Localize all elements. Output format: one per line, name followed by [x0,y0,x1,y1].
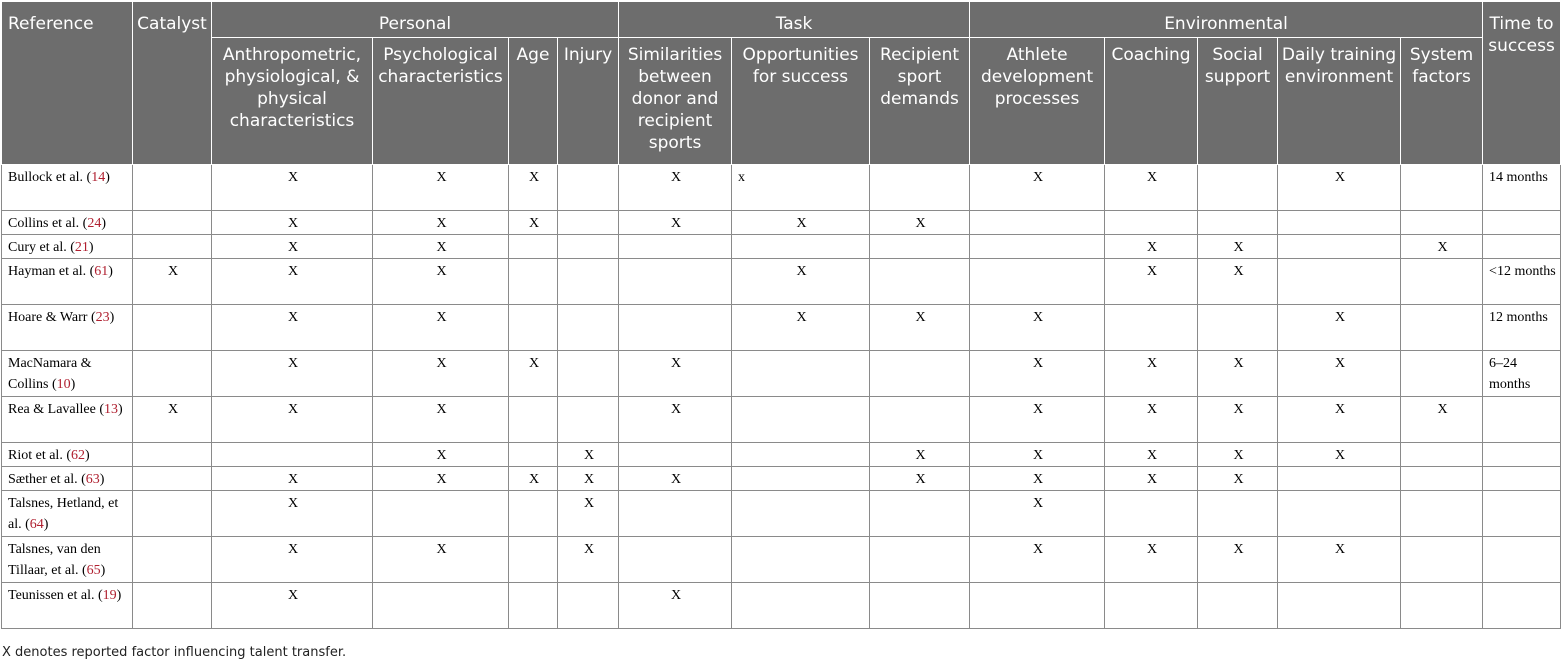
system-factors-cell [1401,491,1483,537]
athlete-development-cell [970,235,1105,259]
catalyst-cell: X [133,397,212,443]
table-header [2,2,1561,165]
system-factors-cell [1401,211,1483,235]
reference-cell [2,583,133,629]
similarities-cell [619,443,732,467]
reference-text: Talsnes, van den Tillaar, et al. ( [8,542,101,578]
injury-cell [558,351,619,397]
coaching-cell [1105,583,1198,629]
coaching-cell: X [1105,235,1198,259]
reference-text: Teunissen et al. ( [8,588,103,603]
social-support-cell [1198,583,1278,629]
time-to-success-cell [1483,491,1561,537]
header-group-environmental: Environmental [970,2,1483,38]
anthropometric-cell: X [212,397,373,443]
header-coaching: Coaching [1105,38,1198,165]
recipient-demands-cell [870,397,970,443]
reference-link[interactable]: 64 [29,517,44,532]
reference-text: Cury et al. ( [8,240,75,255]
daily-training-cell: X [1278,305,1401,351]
reference-close: ) [105,170,110,185]
header-reference: Reference [2,2,133,165]
reference-link[interactable]: 24 [87,216,102,231]
table-row [2,443,1561,467]
table-row [2,397,1561,443]
social-support-cell [1198,305,1278,351]
social-support-cell: X [1198,259,1278,305]
athlete-development-cell [970,583,1105,629]
header-group-task: Task [619,2,970,38]
psychological-cell: X [373,537,509,583]
reference-link[interactable]: 10 [56,377,71,392]
system-factors-cell [1401,537,1483,583]
reference-link[interactable]: 23 [95,310,110,325]
system-factors-cell: X [1401,397,1483,443]
coaching-cell: X [1105,259,1198,305]
anthropometric-cell: X [212,259,373,305]
reference-cell [2,491,133,537]
age-cell [509,491,558,537]
recipient-demands-cell: X [870,305,970,351]
reference-close: ) [108,264,113,279]
daily-training-cell: X [1278,443,1401,467]
opportunities-cell [732,583,870,629]
psychological-cell [373,491,509,537]
injury-cell: X [558,537,619,583]
table-footnote: X denotes reported factor influencing talent transfer. [2,645,347,660]
coaching-cell [1105,211,1198,235]
athlete-development-cell: X [970,467,1105,491]
header-age: Age [509,38,558,165]
reference-link[interactable]: 13 [104,402,119,417]
recipient-demands-cell [870,537,970,583]
daily-training-cell [1278,491,1401,537]
similarities-cell [619,305,732,351]
injury-cell [558,583,619,629]
time-to-success-cell [1483,537,1561,583]
psychological-cell: X [373,165,509,211]
reference-cell [2,259,133,305]
catalyst-cell [133,443,212,467]
recipient-demands-cell: X [870,467,970,491]
recipient-demands-cell [870,165,970,211]
header-catalyst: Catalyst [133,2,212,165]
opportunities-cell [732,397,870,443]
daily-training-cell [1278,259,1401,305]
reference-text: MacNamara & Collins ( [8,356,92,392]
header-opportunities: Opportunities for success [732,38,870,165]
opportunities-cell [732,235,870,259]
table-row [2,211,1561,235]
time-to-success-cell [1483,583,1561,629]
table-row [2,259,1561,305]
reference-cell [2,443,133,467]
reference-close: ) [70,377,76,392]
factors-table [1,1,1561,629]
reference-link[interactable]: 63 [85,472,100,487]
time-to-success-cell [1483,467,1561,491]
anthropometric-cell: X [212,235,373,259]
injury-cell [558,397,619,443]
psychological-cell: X [373,467,509,491]
system-factors-cell [1401,259,1483,305]
time-to-success-cell: 6–24 months [1483,351,1561,397]
recipient-demands-cell [870,491,970,537]
anthropometric-cell [212,443,373,467]
similarities-cell: X [619,583,732,629]
time-to-success-cell: 12 months [1483,305,1561,351]
time-to-success-cell [1483,211,1561,235]
coaching-cell: X [1105,351,1198,397]
reference-cell [2,351,133,397]
system-factors-cell [1401,351,1483,397]
time-to-success-cell [1483,397,1561,443]
anthropometric-cell: X [212,211,373,235]
social-support-cell: X [1198,351,1278,397]
reference-close: ) [85,448,90,463]
table-row [2,235,1561,259]
catalyst-cell: X [133,259,212,305]
social-support-cell [1198,211,1278,235]
psychological-cell: X [373,305,509,351]
reference-close: ) [43,517,49,532]
table-row [2,467,1561,491]
system-factors-cell [1401,165,1483,211]
reference-link[interactable]: 14 [91,170,106,185]
time-to-success-cell [1483,443,1561,467]
opportunities-cell [732,537,870,583]
catalyst-cell [133,211,212,235]
reference-close: ) [109,310,115,325]
system-factors-cell [1401,467,1483,491]
coaching-cell: X [1105,397,1198,443]
coaching-cell: X [1105,443,1198,467]
athlete-development-cell: X [970,397,1105,443]
similarities-cell: X [619,467,732,491]
reference-text: Hayman et al. ( [8,264,95,279]
age-cell: X [509,211,558,235]
reference-link[interactable]: 61 [94,264,109,279]
opportunities-cell: X [732,259,870,305]
reference-link[interactable]: 65 [86,563,101,578]
opportunities-cell [732,351,870,397]
header-recipient-demands: Recipient sport demands [870,38,970,165]
social-support-cell: X [1198,537,1278,583]
table-row [2,491,1561,537]
header-athlete-development: Athlete development processes [970,38,1105,165]
reference-text: Sæther et al. ( [8,472,86,487]
catalyst-cell [133,305,212,351]
social-support-cell: X [1198,467,1278,491]
social-support-cell: X [1198,397,1278,443]
anthropometric-cell: X [212,583,373,629]
injury-cell [558,305,619,351]
age-cell [509,537,558,583]
age-cell: X [509,165,558,211]
psychological-cell: X [373,235,509,259]
athlete-development-cell: X [970,305,1105,351]
athlete-development-cell: X [970,491,1105,537]
recipient-demands-cell: X [870,211,970,235]
reference-cell [2,537,133,583]
injury-cell: X [558,491,619,537]
reference-close: ) [118,402,123,417]
reference-link[interactable]: 21 [74,240,89,255]
psychological-cell: X [373,351,509,397]
opportunities-cell: X [732,305,870,351]
catalyst-cell [133,351,212,397]
athlete-development-cell [970,259,1105,305]
anthropometric-cell: X [212,467,373,491]
recipient-demands-cell [870,259,970,305]
opportunities-cell [732,491,870,537]
system-factors-cell [1401,443,1483,467]
psychological-cell [373,583,509,629]
opportunities-cell: x [732,165,870,211]
recipient-demands-cell: X [870,443,970,467]
psychological-cell: X [373,397,509,443]
reference-cell [2,165,133,211]
reference-close: ) [99,472,105,487]
similarities-cell: X [619,165,732,211]
reference-close: ) [100,563,106,578]
injury-cell [558,211,619,235]
daily-training-cell: X [1278,165,1401,211]
reference-close: ) [101,216,106,231]
catalyst-cell [133,537,212,583]
injury-cell [558,165,619,211]
table-body [2,165,1561,629]
reference-link[interactable]: 62 [71,448,85,463]
header-time-to-success: Time to success [1483,2,1561,165]
daily-training-cell: X [1278,537,1401,583]
social-support-cell: X [1198,235,1278,259]
coaching-cell [1105,305,1198,351]
anthropometric-cell: X [212,537,373,583]
reference-cell [2,397,133,443]
anthropometric-cell: X [212,351,373,397]
table-row [2,165,1561,211]
similarities-cell [619,259,732,305]
recipient-demands-cell [870,351,970,397]
catalyst-cell [133,235,212,259]
catalyst-cell [133,165,212,211]
anthropometric-cell: X [212,305,373,351]
header-similarities: Similarities between donor and recipient sports [619,38,732,165]
header-anthropometric: Anthropometric, physiological, & physical characteristics [212,38,373,165]
athlete-development-cell: X [970,165,1105,211]
psychological-cell: X [373,443,509,467]
reference-text: Riot et al. ( [8,448,71,463]
table-row [2,583,1561,629]
recipient-demands-cell [870,235,970,259]
psychological-cell: X [373,259,509,305]
age-cell: X [509,351,558,397]
athlete-development-cell: X [970,537,1105,583]
table-row [2,305,1561,351]
recipient-demands-cell [870,583,970,629]
system-factors-cell: X [1401,235,1483,259]
coaching-cell [1105,491,1198,537]
catalyst-cell [133,467,212,491]
coaching-cell: X [1105,165,1198,211]
reference-text: Hoare & Warr ( [8,310,96,325]
catalyst-cell [133,583,212,629]
system-factors-cell [1401,583,1483,629]
header-social-support: Social support [1198,38,1278,165]
time-to-success-cell [1483,235,1561,259]
time-to-success-cell: 14 months [1483,165,1561,211]
similarities-cell [619,491,732,537]
table-row [2,351,1561,397]
similarities-cell: X [619,351,732,397]
daily-training-cell [1278,211,1401,235]
reference-cell [2,305,133,351]
athlete-development-cell: X [970,351,1105,397]
reference-cell [2,467,133,491]
age-cell [509,259,558,305]
opportunities-cell [732,443,870,467]
age-cell [509,235,558,259]
anthropometric-cell: X [212,165,373,211]
opportunities-cell [732,467,870,491]
header-system-factors: System factors [1401,38,1483,165]
daily-training-cell [1278,467,1401,491]
reference-text: Talsnes, Hetland, et al. ( [8,496,119,532]
coaching-cell: X [1105,537,1198,583]
daily-training-cell: X [1278,351,1401,397]
injury-cell [558,259,619,305]
time-to-success-cell: <12 months [1483,259,1561,305]
coaching-cell: X [1105,467,1198,491]
header-daily-training: Daily training environment [1278,38,1401,165]
similarities-cell: X [619,211,732,235]
reference-text: Bullock et al. ( [8,170,92,185]
anthropometric-cell: X [212,491,373,537]
psychological-cell: X [373,211,509,235]
table-row [2,537,1561,583]
reference-text: Rea & Lavallee ( [8,402,105,417]
similarities-cell [619,537,732,583]
athlete-development-cell: X [970,443,1105,467]
daily-training-cell [1278,583,1401,629]
reference-cell [2,211,133,235]
injury-cell: X [558,443,619,467]
catalyst-cell [133,491,212,537]
reference-cell [2,235,133,259]
social-support-cell: X [1198,443,1278,467]
daily-training-cell [1278,235,1401,259]
age-cell [509,443,558,467]
reference-close: ) [88,240,94,255]
injury-cell [558,235,619,259]
athlete-development-cell [970,211,1105,235]
header-injury: Injury [558,38,619,165]
reference-close: ) [116,588,122,603]
age-cell [509,305,558,351]
age-cell [509,397,558,443]
injury-cell: X [558,467,619,491]
reference-link[interactable]: 19 [102,588,117,603]
system-factors-cell [1401,305,1483,351]
age-cell [509,583,558,629]
header-psychological: Psychological characteristics [373,38,509,165]
similarities-cell [619,235,732,259]
header-group-personal: Personal [212,2,619,38]
age-cell: X [509,467,558,491]
opportunities-cell: X [732,211,870,235]
social-support-cell [1198,165,1278,211]
reference-text: Collins et al. ( [8,216,88,231]
similarities-cell: X [619,397,732,443]
daily-training-cell: X [1278,397,1401,443]
social-support-cell [1198,491,1278,537]
